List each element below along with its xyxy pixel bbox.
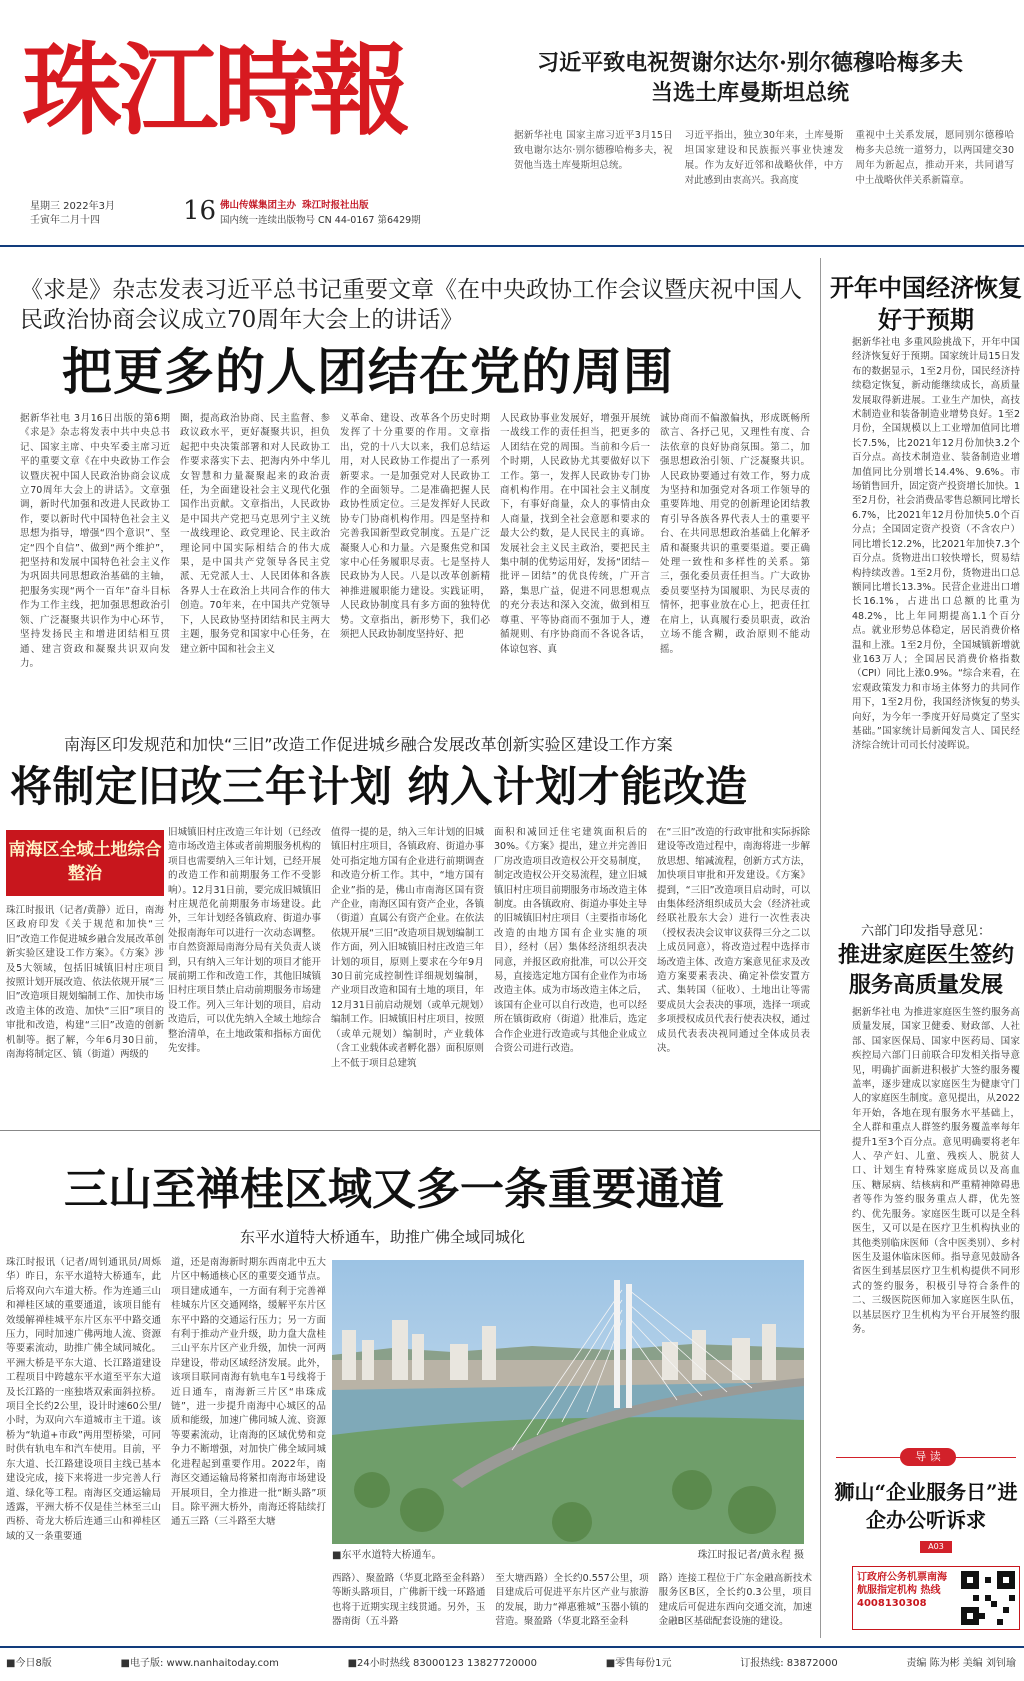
footer-site[interactable]: ■电子版: www.nanhaitoday.com: [120, 1658, 279, 1669]
footer-editors: 责编 陈为彬 美编 刘钊瑜: [906, 1658, 1016, 1669]
advert-text: 订政府公务机票南海航服指定机构 热线 4008130308: [857, 1572, 947, 1609]
story2-headline[interactable]: 将制定旧改三年计划 纳入计划才能改造: [10, 762, 748, 811]
issue-date-gregorian: 星期三 2022年3月: [30, 201, 115, 212]
story2-red-label: 南海区全域土地综合整治: [6, 830, 164, 896]
advert-box[interactable]: [852, 1566, 1020, 1630]
top-story-text: 据新华社电 国家主席习近平3月15日致电谢尔达尔·别尔德穆哈梅多夫，祝贺他当选土库曼斯坦总统。 习近平指出，独立30年来，土库曼斯坦国家建设和民族振兴事业快速发展。作为友好近邻和战略伙伴，中方对此感到由衷高兴。我高度 重视中土关系发展，愿同别尔德穆哈梅多夫总统一道努力，以两国建交30周年为新起点，推动开来，共同谱写中土战略伙伴关系新篇章。: [514, 130, 1015, 186]
story2-body-first: 珠江时报讯（记者/黄静）近日，南海区政府印发《关于规范和加快“三旧”改造工作促进城乡融合发展改革创新实验区建设工作方案》。《方案》涉及5大领域，包括旧城镇旧村庄项目按照计划开展改造、依法依规开展“三旧”改造项目规划编制工作、加快市场改造主体的改造、加快“三旧”项目的审批和改造，构建“三旧”改造的创新机制等。据了解，今年6月30日前，南海将制定区、镇（街道）两级的: [6, 905, 164, 1061]
right-economy-body: 据新华社电 多重风险挑战下，开年中国经济恢复好于预期。国家统计局15日发布的数据显示，1至2月份，国民经济持续稳定恢复，新动能继续成长，高质量发展取得新进展。工业生产加快，高技术制造业和装备制造业增势良好。1至2月份，全国规模以上工业增加值同比增长7.5%，比2021年12月份加快3.2个百分点。高技术制造业、装备制造业增加值同比分别增长14.4%、9.6%。市场销售回升，固定资产投资增长加快。1至2月份，社会消费品零售总额同比增长6.7%，比2021年12月份加快5.0个百分点；全国固定资产投资（不含农户）同比增长12.2%，比2021年加快7.3个百分点。货物进出口较快增长，贸易结构持续改善。1至2月份，货物进出口总额同比增长13.3%。民营企业进出口增长16.1%，占进出口总额的比重为48.2%，比上年同期提高1.1个百分点。就业形势总体稳定，居民消费价格温和上涨。1至2月份，全国城镇新增就业163万人；全国居民消费价格指数（CPI）同比上涨0.9%。“综合来看，在宏观政策发力和市场主体努力的共同作用下，1至2月份，我国经济恢复的势头向好，为今年一季度开好局奠定了坚实基础。”国家统计局新闻发言人、国民经济综合统计司司长付凌晖说。: [852, 337, 1020, 752]
lead-body: 据新华社电 3月16日出版的第6期《求是》杂志将发表中共中央总书记、国家主席、中央军委主席习近平的重要文章《在中央政协工作会议暨庆祝中国人民政治协商会议成立70周年大会上的讲话》。文章强调，新时代加强和改进人民政协工作，要以新时代中国特色社会主义思想为指导，增强“四个意识”、坚定“四个自信”、做到“两个维护”，把坚持和发展中国特色社会主义作为巩固共同思想政治基础的主轴，把服务实现“两个一百年”奋斗目标作为工作主线，把加强思想政治引领、广泛凝聚共识作为中心环节，坚持发扬民主和增进团结相互贯通、建言资政和凝聚共识双向发力。 圈，提高政治协商、民主监督、参政议政水平，更好凝聚共识，担负起把中央决策部署和对人民政协工作要求落实下去、把海内外中华儿女智慧和力量凝聚起来的政治责任，为全面建设社会主义现代化强国作出贡献。文章指出，人民政协是中国共产党把马克思列宁主义统一战线理论、政党理论、民主政治理论同中国实际相结合的伟大成果，是中国共产党领导各民主党派、无党派人士、人民团体和各族各界人士在政治上共同合作的伟大创造。70年来，在中国共产党领导下，人民政协坚持团结和民主两大主题，服务党和国家中心任务，在建立新中国和社会主义 义革命、建设、改革各个历史时期发挥了十分重要的作用。文章指出，党的十八大以来，我们总结运用，对人民政协工作提出了一系列新要求。一是加强党对人民政协工作的全面领导。二是准确把握人民政协性质定位。三是发挥好人民政协专门协商机构作用。四是坚持和完善我国新型政党制度。五是广泛凝聚人心和力量。六是聚焦党和国家中心任务履职尽责。七是坚持人民政协为人民。八是以改革创新精神推进履职能力建设。实践证明，人民政协制度具有多方面的独特优势。文章指出，新形势下，我们必须把人民政协制度坚持好、把 人民政协事业发展好，增强开展统一战线工作的责任担当，把更多的人团结在党的周围。当前和今后一个时期，人民政协尤其要做好以下工作。第一，发挥人民政协专门协商机构作用。在中国社会主义制度下，有事好商量，众人的事情由众人商量，找到全社会意愿和要求的最大公约数，是人民民主的真谛。发展社会主义民主政治，要把民主集中制的优势运用好，发扬“团结－批评－团结”的优良传统，广开言路，集思广益，促进不同思想观点的充分表达和深入交流，做到相互尊重、平等协商而不强加于人，遵循规则、有序协商而不各说各话，体谅包容、真 诚协商而不偏激偏执，形成既畅所欲言、各抒己见，又理性有度、合法依章的良好协商氛围。第二，加强思想政治引领、广泛凝聚共识。人民政协要通过有效工作，努力成为坚持和加强党对各项工作领导的重要阵地、用党的创新理论团结教育引导各族各界代表人士的重要平台、在共同思想政治基础上化解矛盾和凝聚共识的重要渠道。要正确处理一致性和多样性的关系。第三，强化委员责任担当。广大政协委员要坚持为国履职、为民尽责的情怀，把事业放在心上，把责任扛在肩上，认真履行委员职责，政治立场不能含糊，政治原则不能动摇。: [20, 413, 810, 669]
top-headline[interactable]: 习近平致电祝贺谢尔达尔·别尔德穆哈梅多夫 当选土库曼斯坦总统: [537, 50, 963, 106]
footer-pages: ■今日8版: [6, 1658, 52, 1669]
section-divider: [0, 1130, 820, 1131]
story3-body: 珠江时报讯（记者/周钊通讯员/周烁华）昨日，东平水道特大桥通车，此后将双向六车道大桥。作为连通三山和禅桂区域的重要通道，该项目能有效缓解禅桂城平东片区东平中路交通压力，同时加速广佛两地人流、资源等要素流动，助推广佛全域同城化。平洲大桥是平东大道、长江路道建设工程项目中跨越东平水道至平东大道及长江路的一座独塔双索面斜拉桥。项目全长约2公里，设计时速60公里/小时，为双向六车道城市主干道。该桥为“轨道+市政”两用型桥梁，可同时供有轨电车和汽车使用。目前，平东大道、长江路建设项目主线已基本建设完成，接下来将进一步完善人行道、绿化等工程。南海区交通运输局透露，平洲大桥不仅是佳兰林至三山西桥、奇龙大桥后连通三山和禅桂区域的又一条重要通 道，还是南海新时期东西南北中五大片区中畅通核心区的重要交通节点。项目建成通车，一方面有利于完善禅桂城东片区交通网络，缓解平东片区东平中路的交通运行压力；另一方面有利于推动产业升级，助力盘大盘桂三山平东片区产业升级，加快一河两岸建设，带动区域经济发展。此外，该项目联同南海有轨电车1号线将于近日通车，南海新三片区“串珠成链”，进一步提升南海中心城区的品质和能级，加速广佛同城人流、资源等要素流动，让南海的区域优势和竞争力不断增强，对加快广佛全域同城化进程起到重要作用。2022年，南海区交通运输局将紧扣南海市场建设开展项目，全力推进一批“断头路”项目。除平洲大桥外，南海还将陆续打通五三路（三斗路至大塘: [6, 1257, 326, 1542]
right-subhead-doctor: 六部门印发指导意见：: [860, 924, 991, 939]
photo-caption: ■东平水道特大桥通车。: [332, 1550, 442, 1561]
publisher-info: [220, 198, 421, 228]
footer-divider: [0, 1646, 1024, 1648]
footer-subscribe: 订报热线: 83872000: [740, 1658, 838, 1669]
story2-subhead: 南海区印发规范和加快“三旧”改造工作促进城乡融合发展改革创新实验区建设工作方案: [64, 735, 673, 754]
right-headline-economy[interactable]: 开年中国经济恢复好于预期: [830, 273, 1022, 334]
publisher-name: 珠江时报社出版: [302, 200, 369, 211]
right-column-divider: [820, 258, 821, 1638]
qr-code-icon: [961, 1571, 1015, 1625]
issue-date: [30, 200, 115, 228]
footer: [6, 1654, 1016, 1669]
issue-date-lunar: 壬寅年二月十四: [30, 215, 100, 226]
story3-subhead: 东平水道特大桥通车，助推广佛全域同城化: [240, 1228, 526, 1246]
lead-headline[interactable]: 把更多的人团结在党的周围: [62, 343, 674, 401]
issue-day-number: 16: [183, 196, 217, 226]
story3-body-bottom: 西路）、聚盈路（华夏北路至金科路）等断头路项目，广佛新干线一环路通也将于近期实现主线贯通。另外，玉器南街（五斗路 至大塘西路）全长约0.557公里，项目建成后可促进平东片区产业与旅游的发展，助力“禅惠雅城”玉器小镇的营造。聚盈路（华夏北路至金科 路）连接工程位于广东金融高新技术服务区B区，全长约0.3公里，项目建成后可促进东西向交通交流，加速金融B区基础配套设施的建设。: [332, 1573, 812, 1628]
guide-badge: 导 读: [900, 1448, 956, 1466]
footer-hotline: ■24小时热线 83000123 13827720000: [347, 1658, 538, 1669]
story3-headline[interactable]: 三山至禅桂区域又多一条重要通道: [64, 1164, 724, 1215]
photo-caption-row: [332, 1546, 804, 1561]
header-divider: [0, 245, 1024, 247]
newspaper-logo: 珠江時報: [22, 31, 406, 149]
story2-body: 旧城镇旧村庄改造三年计划（已经改造市场改造主体或者前期服务机构的项目也需要纳入三年计划，已经开展的改造工作和前期服务工作不受影响）。12月31日前，要完成旧城镇旧村庄规范化前期服务市场建设。此外，三年计划经各镇政府、街道办事处报南海年可以进行一次动态调整。市自然资源局南海分局有关负责人谈到，只有纳入三年计划的项目才能开展前期工作和改造工作，其他旧城镇旧村庄项目禁止启动前期服务市场建设工作。列入三年计划的项目，启动改造后，可以优先纳入全域土地综合整治清单，在土地政策和指标方面优先安排。 值得一提的是，纳入三年计划的旧城镇旧村庄项目，各镇政府、街道办事处可指定地方国有企业进行前期调查和改造分析工作。其中，“地方国有企业”指的是，佛山市南海区国有资产企业，南海区国有资产企业，各镇（街道）直属公有资产企业。在依法依规开展“三旧”改造项目规划编制工作方面，列入旧城镇旧村庄改造三年计划的项目，原则上要求在今年9月30日前完成控制性详细规划编制，产业项目改造和国有土地的项目，年12月31日前启动规划（或单元规划）编制工作。旧城镇旧村庄项目，按照（或单元规划）编制时，产业载体（含工业载体或者孵化器）面积原则上不低于项目总建筑 面积和减回迁住宅建筑面积后的30%。《方案》提出，建立并完善旧厂房改造项目改造权公开交易制度，制定改造权公开交易流程，建立旧城镇旧村庄项目前期服务市场改造主体制度。由各镇政府、街道办事处主导的旧城镇旧村庄项目（主要指市场化改造的由地方国有企业实施的项目），经村（居）集体经济组织表决同意，并报区政府批准，可以公开交易，直接选定地方国有企业作为市场改造主体。成为市场改造主体之后，该国有企业可以自行改造，也可以经所在镇街政府（街道）批准后，选定合作企业进行改造或与其他企业成立合资公司进行改造。 在“三旧”改造的行政审批和实际拆除建设等改造过程中，南海将进一步解放思想、缩减流程，创新方式方法，加快项目审批和开发建设。《方案》提到，“三旧”改造项目启动时，可以由集体经济组织成员大会（经济社或经联社股东大会）进行一次性表决（授权表决会议审议获得三分之二以上成员同意），将改造过程中选择市场改造主体、改造方案意见征求及改造方案要素表决、确定补偿安置方式、集转国（征收）、土地出让等需要成员大会表决的事项，选择一项或多项授权成员代表行使表决权，通过成员代表表决视同通过全体成员表决。: [168, 827, 810, 1069]
right-doctor-body: 据新华社电 为推进家庭医生签约服务高质量发展，国家卫健委、财政部、人社部、国家医保局、国家中医药局、国家疾控局六部门日前联合印发相关指导意见，明确扩面新进积极扩大签约服务覆盖率，逐步建成以家庭医生为健康守门人的家庭医生制度。意见提出，从2022年开始，各地在现有服务水平基础上，全人群和重点人群签约服务覆盖率每年提升1至3个百分点。意见明确要将老年人、孕产妇、儿童、残疾人、脱贫人口、计划生育特殊家庭成员以及高血压、糖尿病、结核病和严重精神障碍患者等作为签约服务重点人群，优先签约、优先服务。家庭医生既可以是全科医生，又可以是在医疗卫生机构执业的其他类别临床医师（含中医类别）、乡村医生及退休临床医师。指导意见鼓励各省医生到基层医疗卫生机构提供不同形式的签约服务，积极引导符合条件的二、三级医院医师加入家庭医生队伍，以基层医疗卫生机构为平台开展签约服务。: [852, 1007, 1020, 1335]
right-headline-doctor[interactable]: 推进家庭医生签约服务高质量发展: [837, 942, 1014, 998]
bridge-photo: [332, 1260, 804, 1544]
publisher-organizer: 佛山传媒集团主办: [220, 200, 297, 211]
bridge-photo-image: [332, 1260, 804, 1544]
cn-number: 国内统一连续出版物号 CN 44-0167 第6429期: [220, 215, 421, 226]
right-headline-shishan[interactable]: 狮山“企业服务日”进企办公听诉求: [834, 1480, 1018, 1532]
page-reference-tag[interactable]: A03: [920, 1541, 952, 1553]
lead-kicker: 《求是》杂志发表习近平总书记重要文章《在中央政协工作会议暨庆祝中国人民政治协商会议成立70周年大会上的讲话》: [20, 277, 802, 333]
footer-price: ■零售每份1元: [605, 1658, 672, 1669]
photo-credit: 珠江时报记者/黄永程 摄: [697, 1550, 804, 1561]
